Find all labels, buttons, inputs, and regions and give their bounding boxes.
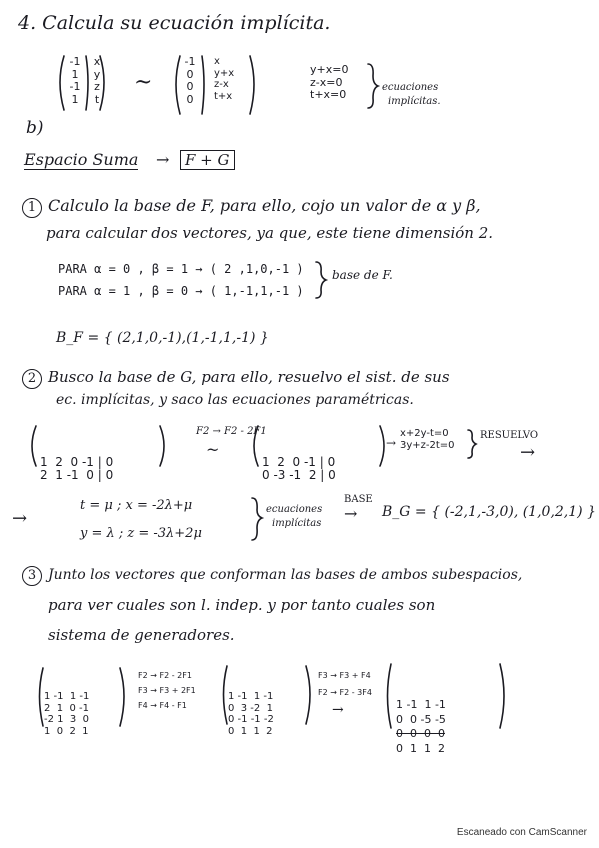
system-brace bbox=[466, 428, 478, 460]
system-matrix1: 1 2 0 -1 | 0 2 1 -1 0 | 0 bbox=[40, 454, 114, 483]
equations-brace bbox=[366, 62, 380, 112]
para-line-1: PARA α = 0 , β = 1 → ( 2 ,1,0,-1 ) bbox=[58, 262, 304, 276]
system-matrix2: 1 2 0 -1 | 0 0 -3 -1 2 | 0 bbox=[262, 454, 336, 483]
lead-arrow: → bbox=[12, 508, 28, 529]
matrix2-left-col: -1 0 0 0 bbox=[184, 55, 196, 106]
base-f-result: B_F = { (2,1,0,-1),(1,-1,1,-1) } bbox=[56, 330, 269, 346]
step3-number: 3 bbox=[22, 566, 42, 586]
param-line-2: y = λ ; z = -3λ+2μ bbox=[80, 526, 202, 541]
resuelvo-label: RESUELVO bbox=[480, 430, 539, 441]
step1-line2: para calcular dos vectores, ya que, este tiene dimensión 2. bbox=[46, 224, 494, 242]
scanner-footer: Escaneado con CamScanner bbox=[456, 827, 587, 838]
implicit-equations: y+x=0 z-x=0 t+x=0 bbox=[310, 63, 349, 102]
step2-line2: ec. implícitas, y saco las ecuaciones paramétricas. bbox=[56, 392, 414, 408]
equations-label-1: ecuaciones bbox=[382, 82, 439, 93]
rr-matrix3: 1 -1 1 -1 0 0 -5 -5 0 0 0 0 0 1 1 2 bbox=[396, 697, 446, 756]
step2-number: 2 bbox=[22, 369, 42, 389]
rr-ops-2: F3 → F3 + F4 F2 → F2 - 3F4 bbox=[318, 671, 372, 697]
f-plus-g-box: F + G bbox=[180, 150, 235, 170]
step3-line1: 3 Junto los vectores que conforman las bases de ambos subespacios, bbox=[22, 566, 522, 586]
tilde-symbol: ~ bbox=[134, 70, 153, 95]
step3-line2: para ver cuales son l. indep. y por tanto cuales son bbox=[48, 596, 436, 614]
system-tilde: ~ bbox=[206, 440, 220, 459]
matrix2-right-col: x y+x z-x t+x bbox=[214, 56, 235, 102]
para-line-2: PARA α = 1 , β = 0 → ( 1,-1,1,-1 ) bbox=[58, 284, 304, 298]
base-arrow: → bbox=[344, 504, 358, 523]
base-f-label: base de F. bbox=[332, 268, 393, 282]
espacio-suma-heading: Espacio Suma bbox=[24, 150, 139, 169]
resuelvo-arrow: → bbox=[520, 442, 536, 463]
system-equations: x+2y-t=0 3y+z-2t=0 bbox=[400, 428, 455, 451]
step1-number: 1 bbox=[22, 198, 42, 218]
step1-line1: 1 Calculo la base de F, para ello, cojo un valor de α y β, bbox=[22, 196, 481, 218]
base-g-result: B_G = { (-2,1,-3,0), (1,0,2,1) } bbox=[382, 504, 596, 520]
system-row-op: F2 → F2 - 2F1 bbox=[196, 426, 267, 437]
rr-arrow: → bbox=[332, 702, 344, 718]
rr-ops-1: F2 → F2 - 2F1 F3 → F3 + 2F1 F4 → F4 - F1 bbox=[138, 671, 196, 711]
step2-line1: 2 Busco la base de G, para ello, resuelvo el sist. de sus bbox=[22, 368, 450, 389]
matrix1-right-col: x y z t bbox=[93, 55, 101, 106]
arrow-symbol: → bbox=[156, 150, 170, 169]
rr-matrix1: 1 -1 1 -1 2 1 0 -1 -2 1 3 0 1 0 2 1 bbox=[44, 691, 90, 737]
matrix1-left-col: -1 1 -1 1 bbox=[69, 55, 81, 106]
param-line-1: t = μ ; x = -2λ+μ bbox=[80, 498, 193, 513]
part-b-label: b) bbox=[26, 118, 44, 138]
system-arrow: → bbox=[386, 436, 397, 450]
rr-matrix2: 1 -1 1 -1 0 3 -2 1 0 -1 -1 -2 0 1 1 2 bbox=[228, 691, 274, 737]
base-label: BASE bbox=[344, 494, 373, 505]
step3-line3: sistema de generadores. bbox=[48, 626, 235, 644]
param-label-2: implícitas bbox=[272, 518, 322, 529]
base-f-brace bbox=[314, 260, 328, 300]
equations-label-2: implícitas. bbox=[388, 96, 441, 107]
param-brace bbox=[250, 496, 264, 542]
problem-title: 4. Calcula su ecuación implícita. bbox=[18, 12, 331, 34]
param-label-1: ecuaciones bbox=[266, 504, 323, 515]
